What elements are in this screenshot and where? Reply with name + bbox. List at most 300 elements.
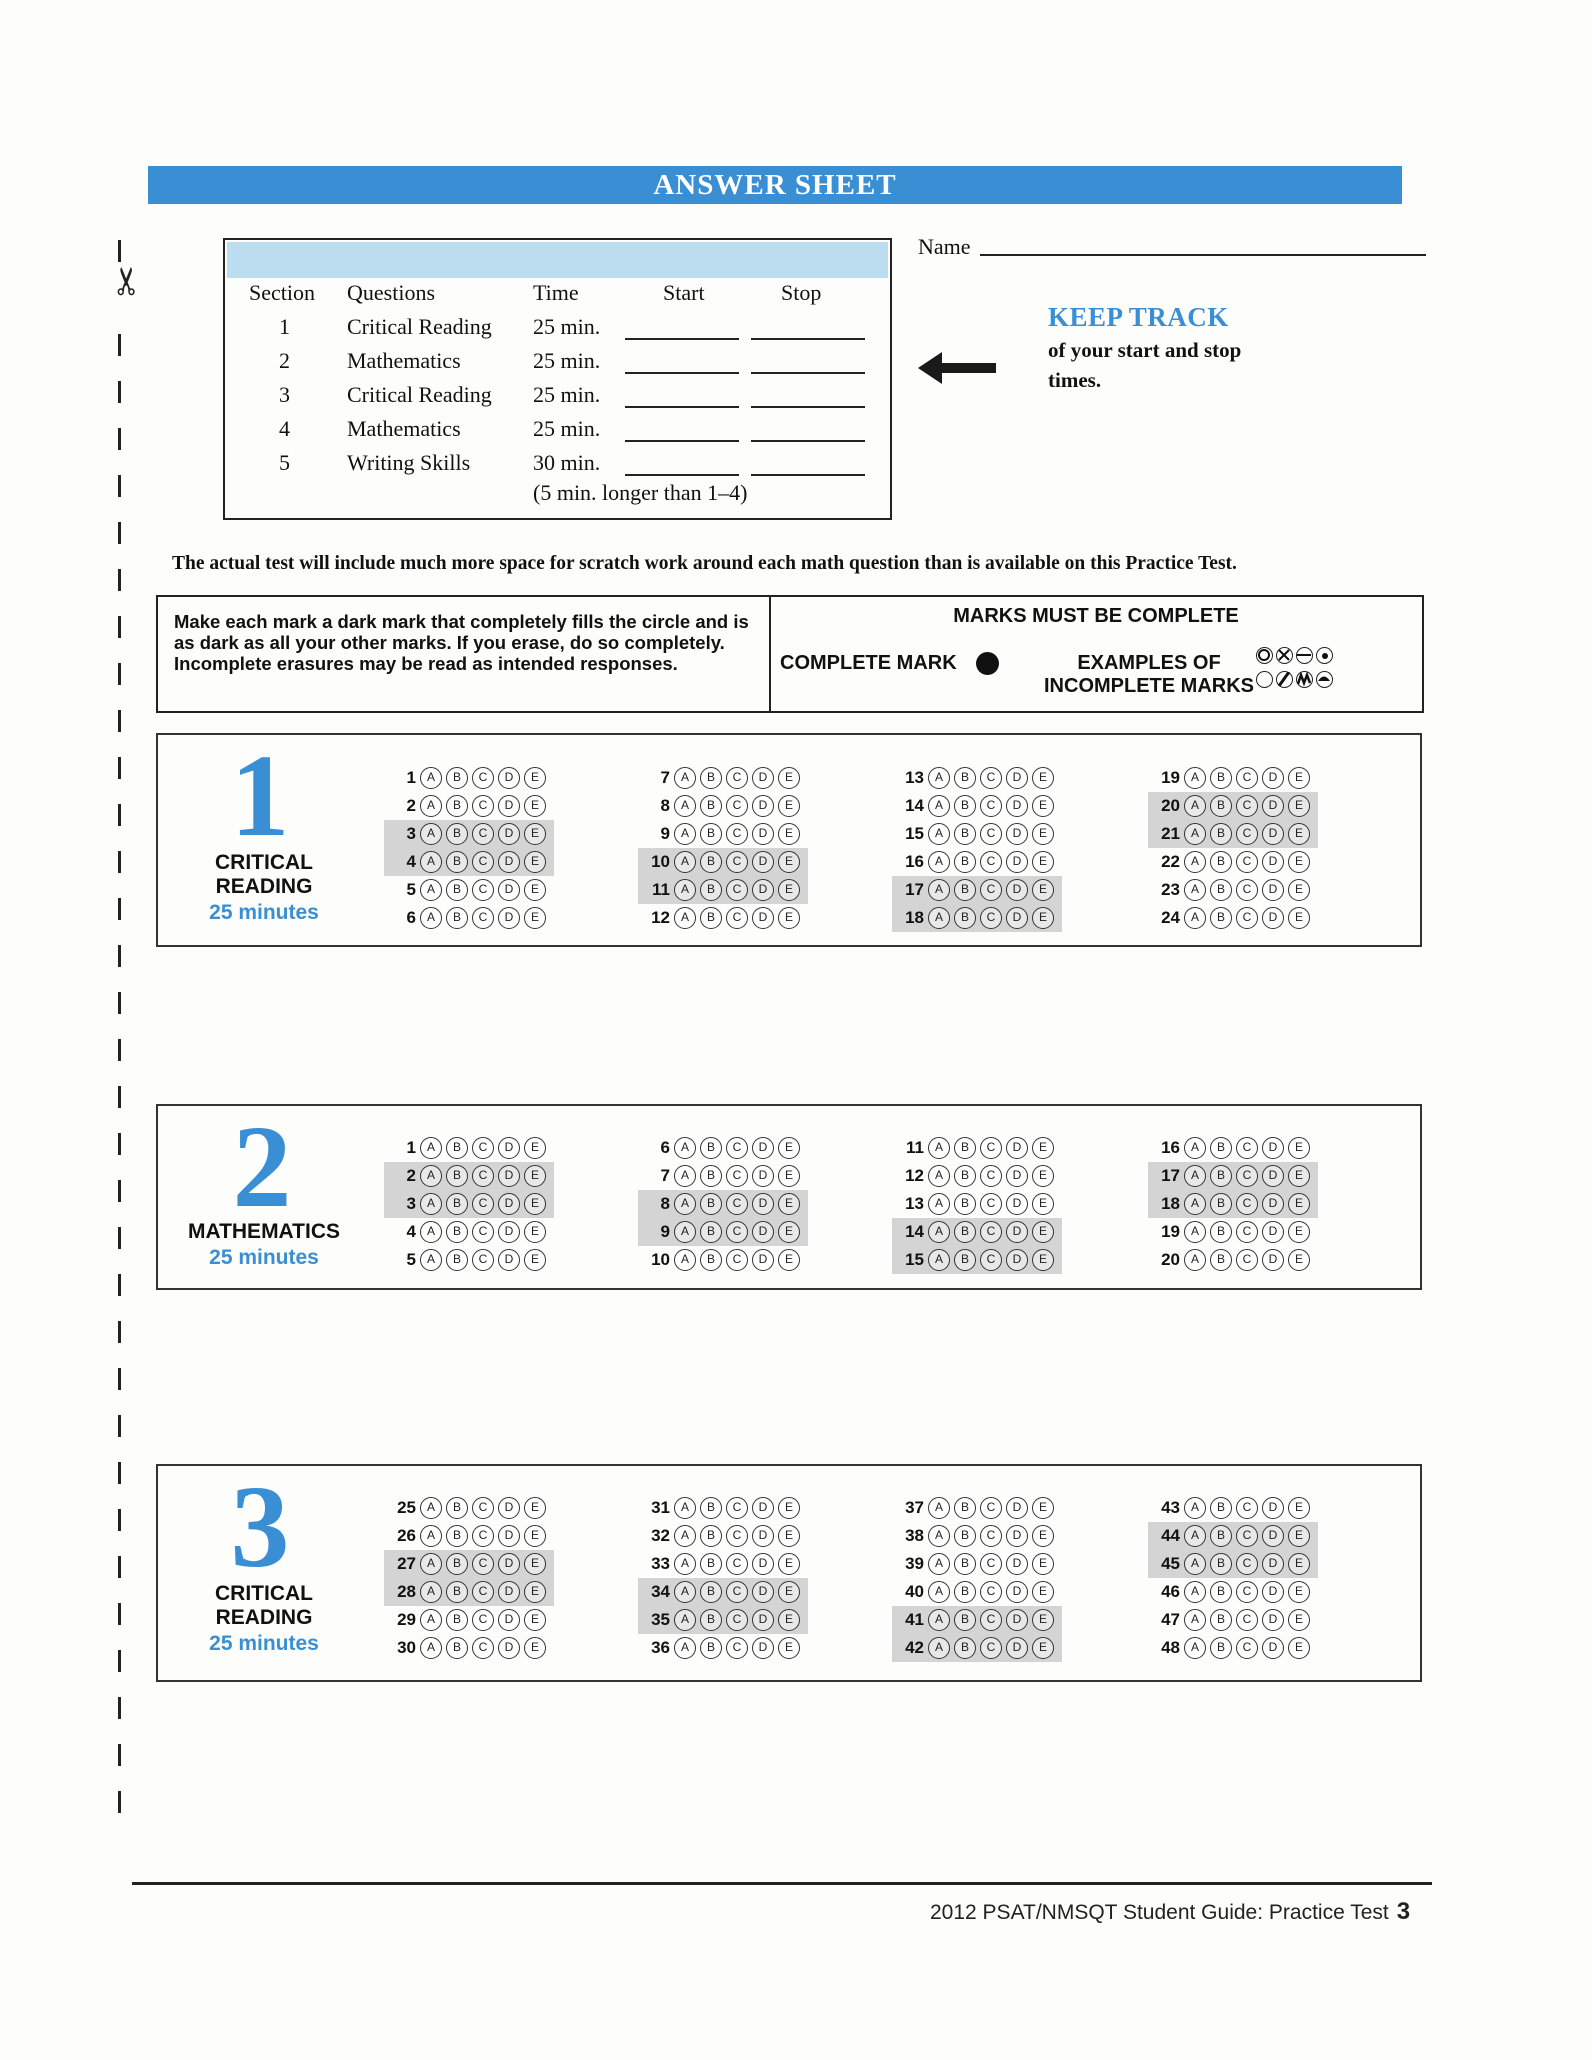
answer-bubble-b[interactable]: B [446, 851, 468, 873]
answer-bubble-c[interactable]: C [1236, 1553, 1258, 1575]
answer-bubble-c[interactable]: C [472, 767, 494, 789]
answer-bubble-e[interactable]: E [524, 907, 546, 929]
answer-bubble-c[interactable]: C [980, 907, 1002, 929]
answer-bubble-d[interactable]: D [1006, 1609, 1028, 1631]
answer-bubble-a[interactable]: A [420, 1525, 442, 1547]
answer-bubble-b[interactable]: B [1210, 795, 1232, 817]
answer-bubble-e[interactable]: E [1288, 1525, 1310, 1547]
answer-bubble-e[interactable]: E [1032, 1581, 1054, 1603]
answer-bubble-b[interactable]: B [700, 1137, 722, 1159]
answer-bubble-e[interactable]: E [524, 1193, 546, 1215]
answer-bubble-d[interactable]: D [1006, 795, 1028, 817]
answer-bubble-e[interactable]: E [778, 823, 800, 845]
answer-bubble-e[interactable]: E [778, 851, 800, 873]
answer-bubble-e[interactable]: E [778, 1193, 800, 1215]
answer-bubble-c[interactable]: C [1236, 1221, 1258, 1243]
answer-bubble-a[interactable]: A [1184, 851, 1206, 873]
answer-bubble-b[interactable]: B [1210, 1137, 1232, 1159]
answer-bubble-c[interactable]: C [726, 1497, 748, 1519]
answer-bubble-a[interactable]: A [674, 1581, 696, 1603]
stop-time-field[interactable] [751, 372, 865, 374]
answer-bubble-c[interactable]: C [1236, 1581, 1258, 1603]
answer-bubble-a[interactable]: A [420, 879, 442, 901]
answer-bubble-a[interactable]: A [420, 1637, 442, 1659]
answer-bubble-d[interactable]: D [1262, 851, 1284, 873]
start-time-field[interactable] [625, 338, 739, 340]
stop-time-field[interactable] [751, 406, 865, 408]
answer-bubble-d[interactable]: D [752, 1497, 774, 1519]
answer-bubble-c[interactable]: C [726, 795, 748, 817]
answer-bubble-a[interactable]: A [1184, 1165, 1206, 1187]
answer-bubble-d[interactable]: D [752, 1221, 774, 1243]
answer-bubble-c[interactable]: C [980, 1525, 1002, 1547]
answer-bubble-a[interactable]: A [674, 1193, 696, 1215]
stop-time-field[interactable] [751, 440, 865, 442]
answer-bubble-c[interactable]: C [1236, 1637, 1258, 1659]
answer-bubble-e[interactable]: E [1288, 1553, 1310, 1575]
answer-bubble-b[interactable]: B [700, 1249, 722, 1271]
answer-bubble-c[interactable]: C [472, 851, 494, 873]
name-field[interactable] [980, 254, 1426, 256]
answer-bubble-a[interactable]: A [1184, 879, 1206, 901]
answer-bubble-d[interactable]: D [498, 851, 520, 873]
answer-bubble-c[interactable]: C [472, 795, 494, 817]
answer-bubble-b[interactable]: B [1210, 1249, 1232, 1271]
answer-bubble-d[interactable]: D [1006, 767, 1028, 789]
answer-bubble-d[interactable]: D [1262, 879, 1284, 901]
answer-bubble-a[interactable]: A [928, 1553, 950, 1575]
answer-bubble-a[interactable]: A [1184, 767, 1206, 789]
answer-bubble-b[interactable]: B [446, 1525, 468, 1547]
answer-bubble-d[interactable]: D [1262, 1609, 1284, 1631]
answer-bubble-a[interactable]: A [928, 1249, 950, 1271]
answer-bubble-a[interactable]: A [928, 1221, 950, 1243]
answer-bubble-c[interactable]: C [726, 879, 748, 901]
answer-bubble-e[interactable]: E [1288, 1497, 1310, 1519]
answer-bubble-c[interactable]: C [980, 795, 1002, 817]
answer-bubble-a[interactable]: A [674, 1497, 696, 1519]
answer-bubble-b[interactable]: B [954, 767, 976, 789]
answer-bubble-a[interactable]: A [928, 1525, 950, 1547]
answer-bubble-b[interactable]: B [446, 1249, 468, 1271]
answer-bubble-a[interactable]: A [928, 1637, 950, 1659]
answer-bubble-e[interactable]: E [1032, 907, 1054, 929]
answer-bubble-d[interactable]: D [752, 851, 774, 873]
answer-bubble-c[interactable]: C [726, 1137, 748, 1159]
answer-bubble-c[interactable]: C [472, 1249, 494, 1271]
answer-bubble-b[interactable]: B [954, 1221, 976, 1243]
answer-bubble-c[interactable]: C [726, 1193, 748, 1215]
answer-bubble-d[interactable]: D [1006, 851, 1028, 873]
answer-bubble-c[interactable]: C [1236, 1137, 1258, 1159]
answer-bubble-e[interactable]: E [1032, 1525, 1054, 1547]
answer-bubble-c[interactable]: C [980, 1553, 1002, 1575]
answer-bubble-a[interactable]: A [674, 851, 696, 873]
answer-bubble-d[interactable]: D [498, 907, 520, 929]
answer-bubble-e[interactable]: E [778, 1249, 800, 1271]
answer-bubble-e[interactable]: E [1032, 1137, 1054, 1159]
answer-bubble-e[interactable]: E [1288, 1137, 1310, 1159]
answer-bubble-b[interactable]: B [954, 851, 976, 873]
answer-bubble-e[interactable]: E [524, 879, 546, 901]
answer-bubble-c[interactable]: C [980, 1581, 1002, 1603]
answer-bubble-c[interactable]: C [980, 1193, 1002, 1215]
answer-bubble-e[interactable]: E [524, 1525, 546, 1547]
answer-bubble-e[interactable]: E [778, 1637, 800, 1659]
answer-bubble-b[interactable]: B [954, 1581, 976, 1603]
answer-bubble-d[interactable]: D [1262, 1497, 1284, 1519]
answer-bubble-c[interactable]: C [472, 1165, 494, 1187]
answer-bubble-c[interactable]: C [980, 1137, 1002, 1159]
answer-bubble-a[interactable]: A [420, 1137, 442, 1159]
answer-bubble-b[interactable]: B [446, 1553, 468, 1575]
answer-bubble-d[interactable]: D [1006, 1249, 1028, 1271]
answer-bubble-d[interactable]: D [752, 1193, 774, 1215]
answer-bubble-d[interactable]: D [752, 1525, 774, 1547]
answer-bubble-c[interactable]: C [980, 1609, 1002, 1631]
answer-bubble-c[interactable]: C [472, 1193, 494, 1215]
answer-bubble-c[interactable]: C [726, 823, 748, 845]
answer-bubble-a[interactable]: A [928, 1609, 950, 1631]
answer-bubble-e[interactable]: E [524, 1581, 546, 1603]
answer-bubble-d[interactable]: D [1262, 795, 1284, 817]
answer-bubble-d[interactable]: D [498, 1249, 520, 1271]
answer-bubble-e[interactable]: E [524, 795, 546, 817]
answer-bubble-c[interactable]: C [472, 1609, 494, 1631]
answer-bubble-d[interactable]: D [752, 1249, 774, 1271]
answer-bubble-e[interactable]: E [1032, 1609, 1054, 1631]
answer-bubble-b[interactable]: B [446, 1637, 468, 1659]
answer-bubble-b[interactable]: B [1210, 1637, 1232, 1659]
answer-bubble-a[interactable]: A [928, 767, 950, 789]
answer-bubble-e[interactable]: E [1032, 1193, 1054, 1215]
answer-bubble-b[interactable]: B [700, 1193, 722, 1215]
answer-bubble-a[interactable]: A [1184, 1137, 1206, 1159]
answer-bubble-a[interactable]: A [1184, 1221, 1206, 1243]
start-time-field[interactable] [625, 474, 739, 476]
answer-bubble-a[interactable]: A [928, 1581, 950, 1603]
answer-bubble-e[interactable]: E [1032, 823, 1054, 845]
answer-bubble-a[interactable]: A [674, 1637, 696, 1659]
stop-time-field[interactable] [751, 474, 865, 476]
answer-bubble-d[interactable]: D [752, 1137, 774, 1159]
answer-bubble-b[interactable]: B [954, 1193, 976, 1215]
answer-bubble-e[interactable]: E [778, 1497, 800, 1519]
answer-bubble-c[interactable]: C [1236, 767, 1258, 789]
answer-bubble-b[interactable]: B [954, 1497, 976, 1519]
answer-bubble-e[interactable]: E [1032, 879, 1054, 901]
answer-bubble-d[interactable]: D [1262, 1221, 1284, 1243]
answer-bubble-b[interactable]: B [954, 1165, 976, 1187]
answer-bubble-b[interactable]: B [954, 1609, 976, 1631]
answer-bubble-d[interactable]: D [752, 879, 774, 901]
answer-bubble-a[interactable]: A [1184, 1581, 1206, 1603]
answer-bubble-e[interactable]: E [524, 1609, 546, 1631]
answer-bubble-d[interactable]: D [498, 879, 520, 901]
start-time-field[interactable] [625, 406, 739, 408]
answer-bubble-b[interactable]: B [1210, 1525, 1232, 1547]
answer-bubble-e[interactable]: E [524, 767, 546, 789]
answer-bubble-c[interactable]: C [726, 1221, 748, 1243]
answer-bubble-b[interactable]: B [700, 1553, 722, 1575]
answer-bubble-a[interactable]: A [1184, 1609, 1206, 1631]
answer-bubble-d[interactable]: D [1006, 879, 1028, 901]
answer-bubble-c[interactable]: C [472, 1137, 494, 1159]
answer-bubble-b[interactable]: B [700, 823, 722, 845]
answer-bubble-e[interactable]: E [1032, 1637, 1054, 1659]
answer-bubble-e[interactable]: E [1288, 1581, 1310, 1603]
answer-bubble-e[interactable]: E [524, 1221, 546, 1243]
answer-bubble-c[interactable]: C [726, 907, 748, 929]
answer-bubble-e[interactable]: E [1288, 795, 1310, 817]
answer-bubble-a[interactable]: A [928, 1137, 950, 1159]
answer-bubble-d[interactable]: D [498, 795, 520, 817]
answer-bubble-a[interactable]: A [1184, 823, 1206, 845]
answer-bubble-e[interactable]: E [524, 1637, 546, 1659]
answer-bubble-d[interactable]: D [752, 795, 774, 817]
answer-bubble-e[interactable]: E [778, 1165, 800, 1187]
answer-bubble-a[interactable]: A [674, 1165, 696, 1187]
answer-bubble-e[interactable]: E [1032, 1249, 1054, 1271]
answer-bubble-c[interactable]: C [726, 1609, 748, 1631]
answer-bubble-d[interactable]: D [752, 907, 774, 929]
answer-bubble-e[interactable]: E [1288, 1193, 1310, 1215]
answer-bubble-d[interactable]: D [1262, 1637, 1284, 1659]
answer-bubble-d[interactable]: D [752, 823, 774, 845]
answer-bubble-b[interactable]: B [1210, 1193, 1232, 1215]
answer-bubble-d[interactable]: D [752, 1637, 774, 1659]
answer-bubble-a[interactable]: A [674, 767, 696, 789]
answer-bubble-a[interactable]: A [1184, 1553, 1206, 1575]
answer-bubble-e[interactable]: E [1032, 1221, 1054, 1243]
answer-bubble-c[interactable]: C [472, 907, 494, 929]
answer-bubble-a[interactable]: A [674, 1137, 696, 1159]
answer-bubble-d[interactable]: D [1262, 1553, 1284, 1575]
answer-bubble-a[interactable]: A [420, 1221, 442, 1243]
answer-bubble-c[interactable]: C [472, 1553, 494, 1575]
answer-bubble-b[interactable]: B [446, 1193, 468, 1215]
answer-bubble-d[interactable]: D [1006, 1553, 1028, 1575]
answer-bubble-e[interactable]: E [524, 851, 546, 873]
answer-bubble-b[interactable]: B [446, 1165, 468, 1187]
answer-bubble-d[interactable]: D [498, 1525, 520, 1547]
answer-bubble-b[interactable]: B [1210, 767, 1232, 789]
answer-bubble-b[interactable]: B [954, 795, 976, 817]
answer-bubble-b[interactable]: B [446, 1497, 468, 1519]
answer-bubble-a[interactable]: A [928, 1497, 950, 1519]
answer-bubble-b[interactable]: B [700, 1525, 722, 1547]
answer-bubble-b[interactable]: B [446, 795, 468, 817]
answer-bubble-c[interactable]: C [1236, 1525, 1258, 1547]
answer-bubble-b[interactable]: B [1210, 1497, 1232, 1519]
answer-bubble-b[interactable]: B [446, 907, 468, 929]
answer-bubble-a[interactable]: A [420, 1165, 442, 1187]
answer-bubble-a[interactable]: A [420, 907, 442, 929]
answer-bubble-a[interactable]: A [420, 1581, 442, 1603]
answer-bubble-d[interactable]: D [1006, 1193, 1028, 1215]
answer-bubble-b[interactable]: B [700, 795, 722, 817]
answer-bubble-b[interactable]: B [1210, 1165, 1232, 1187]
answer-bubble-a[interactable]: A [420, 851, 442, 873]
answer-bubble-b[interactable]: B [1210, 823, 1232, 845]
answer-bubble-e[interactable]: E [1032, 1497, 1054, 1519]
answer-bubble-d[interactable]: D [752, 1581, 774, 1603]
answer-bubble-c[interactable]: C [980, 1497, 1002, 1519]
answer-bubble-c[interactable]: C [726, 767, 748, 789]
answer-bubble-d[interactable]: D [498, 1581, 520, 1603]
answer-bubble-a[interactable]: A [928, 879, 950, 901]
start-time-field[interactable] [625, 372, 739, 374]
answer-bubble-c[interactable]: C [980, 851, 1002, 873]
answer-bubble-b[interactable]: B [700, 767, 722, 789]
answer-bubble-e[interactable]: E [778, 1525, 800, 1547]
answer-bubble-c[interactable]: C [980, 879, 1002, 901]
answer-bubble-d[interactable]: D [1262, 907, 1284, 929]
answer-bubble-e[interactable]: E [778, 907, 800, 929]
answer-bubble-c[interactable]: C [1236, 823, 1258, 845]
answer-bubble-d[interactable]: D [1262, 1581, 1284, 1603]
answer-bubble-c[interactable]: C [726, 1525, 748, 1547]
answer-bubble-d[interactable]: D [498, 823, 520, 845]
answer-bubble-e[interactable]: E [778, 767, 800, 789]
answer-bubble-b[interactable]: B [446, 767, 468, 789]
answer-bubble-d[interactable]: D [498, 1165, 520, 1187]
answer-bubble-a[interactable]: A [674, 879, 696, 901]
answer-bubble-c[interactable]: C [980, 767, 1002, 789]
answer-bubble-a[interactable]: A [1184, 1525, 1206, 1547]
answer-bubble-b[interactable]: B [954, 1637, 976, 1659]
answer-bubble-e[interactable]: E [778, 1553, 800, 1575]
answer-bubble-a[interactable]: A [1184, 795, 1206, 817]
answer-bubble-e[interactable]: E [1288, 879, 1310, 901]
answer-bubble-d[interactable]: D [752, 1165, 774, 1187]
answer-bubble-a[interactable]: A [674, 823, 696, 845]
answer-bubble-a[interactable]: A [928, 907, 950, 929]
answer-bubble-e[interactable]: E [1032, 767, 1054, 789]
answer-bubble-b[interactable]: B [700, 1609, 722, 1631]
answer-bubble-e[interactable]: E [524, 823, 546, 845]
answer-bubble-d[interactable]: D [1262, 1525, 1284, 1547]
answer-bubble-d[interactable]: D [1262, 1165, 1284, 1187]
answer-bubble-c[interactable]: C [726, 851, 748, 873]
answer-bubble-c[interactable]: C [1236, 1193, 1258, 1215]
answer-bubble-c[interactable]: C [1236, 907, 1258, 929]
answer-bubble-b[interactable]: B [954, 907, 976, 929]
answer-bubble-a[interactable]: A [928, 795, 950, 817]
answer-bubble-a[interactable]: A [1184, 1193, 1206, 1215]
answer-bubble-d[interactable]: D [1006, 1525, 1028, 1547]
answer-bubble-b[interactable]: B [954, 823, 976, 845]
answer-bubble-d[interactable]: D [498, 767, 520, 789]
answer-bubble-d[interactable]: D [1006, 1581, 1028, 1603]
answer-bubble-e[interactable]: E [778, 1581, 800, 1603]
answer-bubble-b[interactable]: B [446, 1609, 468, 1631]
answer-bubble-b[interactable]: B [1210, 1553, 1232, 1575]
answer-bubble-a[interactable]: A [674, 1221, 696, 1243]
answer-bubble-d[interactable]: D [498, 1553, 520, 1575]
answer-bubble-a[interactable]: A [928, 823, 950, 845]
answer-bubble-e[interactable]: E [524, 1249, 546, 1271]
answer-bubble-c[interactable]: C [1236, 1609, 1258, 1631]
answer-bubble-c[interactable]: C [1236, 879, 1258, 901]
answer-bubble-b[interactable]: B [700, 879, 722, 901]
answer-bubble-b[interactable]: B [446, 1581, 468, 1603]
answer-bubble-c[interactable]: C [1236, 851, 1258, 873]
answer-bubble-c[interactable]: C [1236, 1497, 1258, 1519]
answer-bubble-e[interactable]: E [778, 1221, 800, 1243]
answer-bubble-e[interactable]: E [1032, 795, 1054, 817]
answer-bubble-d[interactable]: D [498, 1609, 520, 1631]
answer-bubble-e[interactable]: E [524, 1165, 546, 1187]
answer-bubble-c[interactable]: C [726, 1553, 748, 1575]
answer-bubble-e[interactable]: E [1288, 767, 1310, 789]
answer-bubble-a[interactable]: A [1184, 1497, 1206, 1519]
answer-bubble-a[interactable]: A [674, 1249, 696, 1271]
answer-bubble-e[interactable]: E [524, 1497, 546, 1519]
answer-bubble-c[interactable]: C [472, 823, 494, 845]
answer-bubble-c[interactable]: C [980, 823, 1002, 845]
answer-bubble-e[interactable]: E [1288, 1609, 1310, 1631]
answer-bubble-e[interactable]: E [778, 1137, 800, 1159]
answer-bubble-c[interactable]: C [472, 1637, 494, 1659]
answer-bubble-a[interactable]: A [674, 907, 696, 929]
answer-bubble-e[interactable]: E [1288, 907, 1310, 929]
answer-bubble-c[interactable]: C [980, 1221, 1002, 1243]
answer-bubble-d[interactable]: D [498, 1221, 520, 1243]
answer-bubble-b[interactable]: B [1210, 907, 1232, 929]
answer-bubble-b[interactable]: B [700, 907, 722, 929]
answer-bubble-b[interactable]: B [700, 1221, 722, 1243]
answer-bubble-c[interactable]: C [726, 1165, 748, 1187]
answer-bubble-a[interactable]: A [1184, 1249, 1206, 1271]
answer-bubble-b[interactable]: B [954, 1249, 976, 1271]
answer-bubble-a[interactable]: A [420, 1193, 442, 1215]
answer-bubble-b[interactable]: B [700, 1497, 722, 1519]
answer-bubble-e[interactable]: E [778, 879, 800, 901]
answer-bubble-a[interactable]: A [420, 795, 442, 817]
answer-bubble-b[interactable]: B [954, 1137, 976, 1159]
answer-bubble-c[interactable]: C [472, 879, 494, 901]
answer-bubble-c[interactable]: C [472, 1221, 494, 1243]
answer-bubble-b[interactable]: B [446, 1221, 468, 1243]
answer-bubble-d[interactable]: D [1262, 1137, 1284, 1159]
answer-bubble-a[interactable]: A [674, 1553, 696, 1575]
answer-bubble-e[interactable]: E [1288, 823, 1310, 845]
answer-bubble-b[interactable]: B [1210, 1609, 1232, 1631]
answer-bubble-a[interactable]: A [1184, 907, 1206, 929]
answer-bubble-e[interactable]: E [1288, 1249, 1310, 1271]
answer-bubble-e[interactable]: E [1032, 1553, 1054, 1575]
answer-bubble-d[interactable]: D [498, 1193, 520, 1215]
start-time-field[interactable] [625, 440, 739, 442]
answer-bubble-d[interactable]: D [1006, 823, 1028, 845]
answer-bubble-b[interactable]: B [1210, 1221, 1232, 1243]
answer-bubble-b[interactable]: B [954, 879, 976, 901]
answer-bubble-d[interactable]: D [1262, 1249, 1284, 1271]
answer-bubble-c[interactable]: C [726, 1581, 748, 1603]
answer-bubble-b[interactable]: B [700, 851, 722, 873]
answer-bubble-a[interactable]: A [1184, 1637, 1206, 1659]
answer-bubble-b[interactable]: B [1210, 1581, 1232, 1603]
answer-bubble-a[interactable]: A [420, 1497, 442, 1519]
answer-bubble-b[interactable]: B [446, 823, 468, 845]
answer-bubble-e[interactable]: E [1288, 1165, 1310, 1187]
answer-bubble-a[interactable]: A [420, 823, 442, 845]
answer-bubble-b[interactable]: B [700, 1165, 722, 1187]
answer-bubble-c[interactable]: C [1236, 795, 1258, 817]
answer-bubble-d[interactable]: D [1006, 1637, 1028, 1659]
answer-bubble-d[interactable]: D [1262, 767, 1284, 789]
